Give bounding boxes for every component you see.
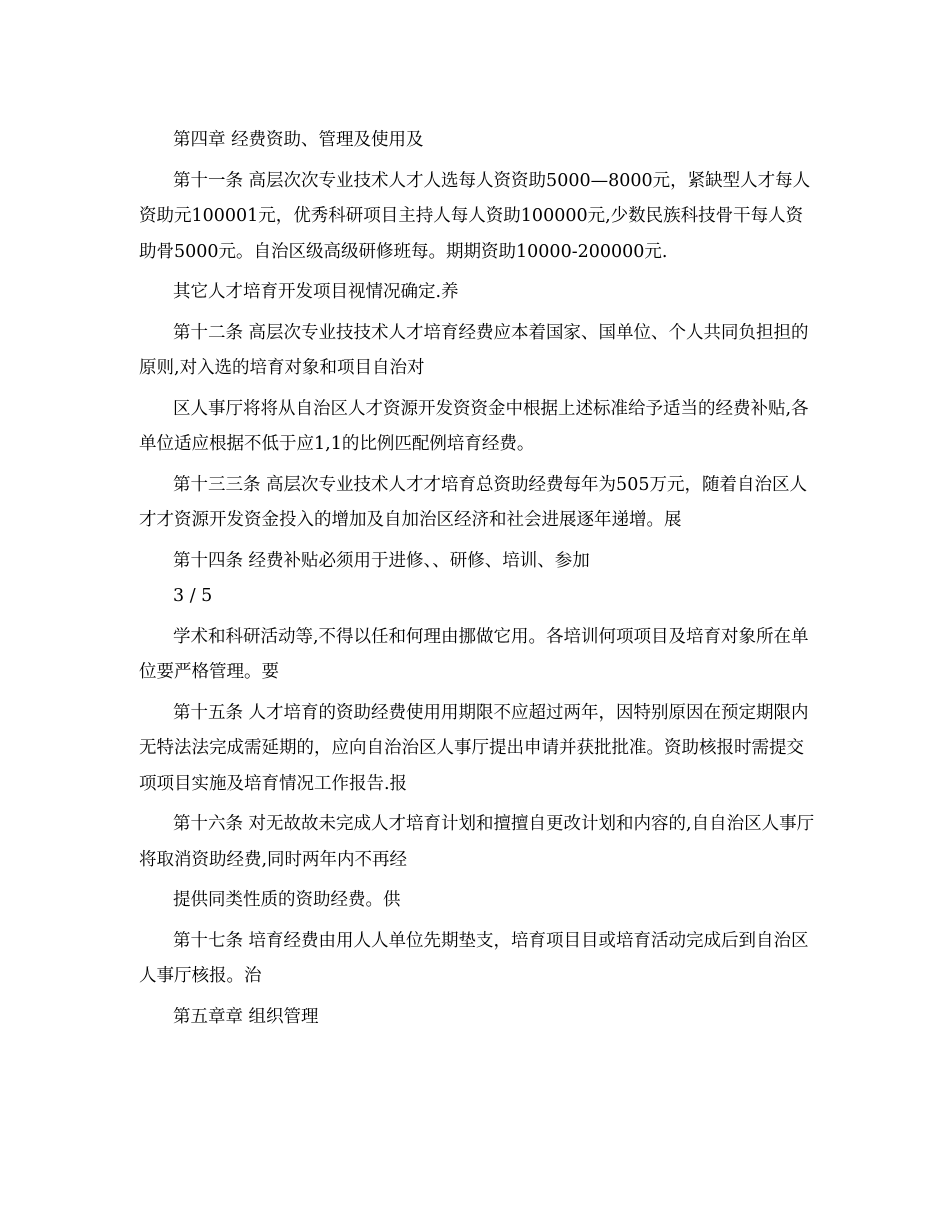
article-sixteen: 第十六条 对无故故未完成人才培育计划和擅擅自更改计划和内容的,自自治区人事厅将取消资助经费,同时两年内不再经 [139,814,815,870]
article-fourteen-continued: 学术和科研活动等,不得以任和何理由挪做它用。各培训何项项目及培育对象所在单位要严格管理。要 [139,626,809,682]
chapter-five-heading: 第五章章 组织管理 [173,1006,319,1027]
article-twelve: 第十二条 高层次专业技技术人才培育经费应本着国家、国单位、个人共同负担担的原则,对入选的培育对象和项目自治对 [139,322,809,378]
other-projects-note: 其它人才培育开发项目视情况确定.养 [173,282,459,302]
page-number: 3 / 5 [173,586,213,606]
chapter-four-heading: 第四章 经费资助、管理及使用及 [173,130,424,150]
article-twelve-continued: 区人事厅将将从自治区人才资源开发资资金中根据上述标准给予适当的经费补贴,各单位适应根据不低于应1,1的比例匹配例培育经费。 [139,398,809,454]
article-fifteen: 第十五条 人才培育的资助经费使用用期限不应超过两年，因特别原因在预定期限内无特法法完成需延期的，应向自治治区人事厅提出申请并获批批准。资助核报时需提交项项目实施及培育情况工作报告.报 [139,702,809,794]
document-body [139,123,815,1035]
article-eleven: 第十一条 高层次次专业技术人才人选每人资资助5000—8000元，紧缺型人才每人资助元100001元，优秀科研项目主持人每人资助100000元,少数民族科技骨干每人资助骨5000元。自治区级高级研修班每。期期资助10000-200000元. [139,170,811,262]
article-seventeen: 第十七条 培育经费由用人人单位先期垫支，培育项目目或培育活动完成后到自治区人事厅核报。治 [139,930,809,986]
article-thirteen: 第十三三条 高层次专业技术人才才培育总资助经费每年为505万元，随着自治区人才才资源开发资金投入的增加及自加治区经济和社会进展逐年递增。展 [139,474,807,530]
article-sixteen-continued: 提供同类性质的资助经费。供 [173,890,401,910]
article-fourteen: 第十四条 经费补贴必须用于进修、、研修、培训、参加 [173,550,590,571]
